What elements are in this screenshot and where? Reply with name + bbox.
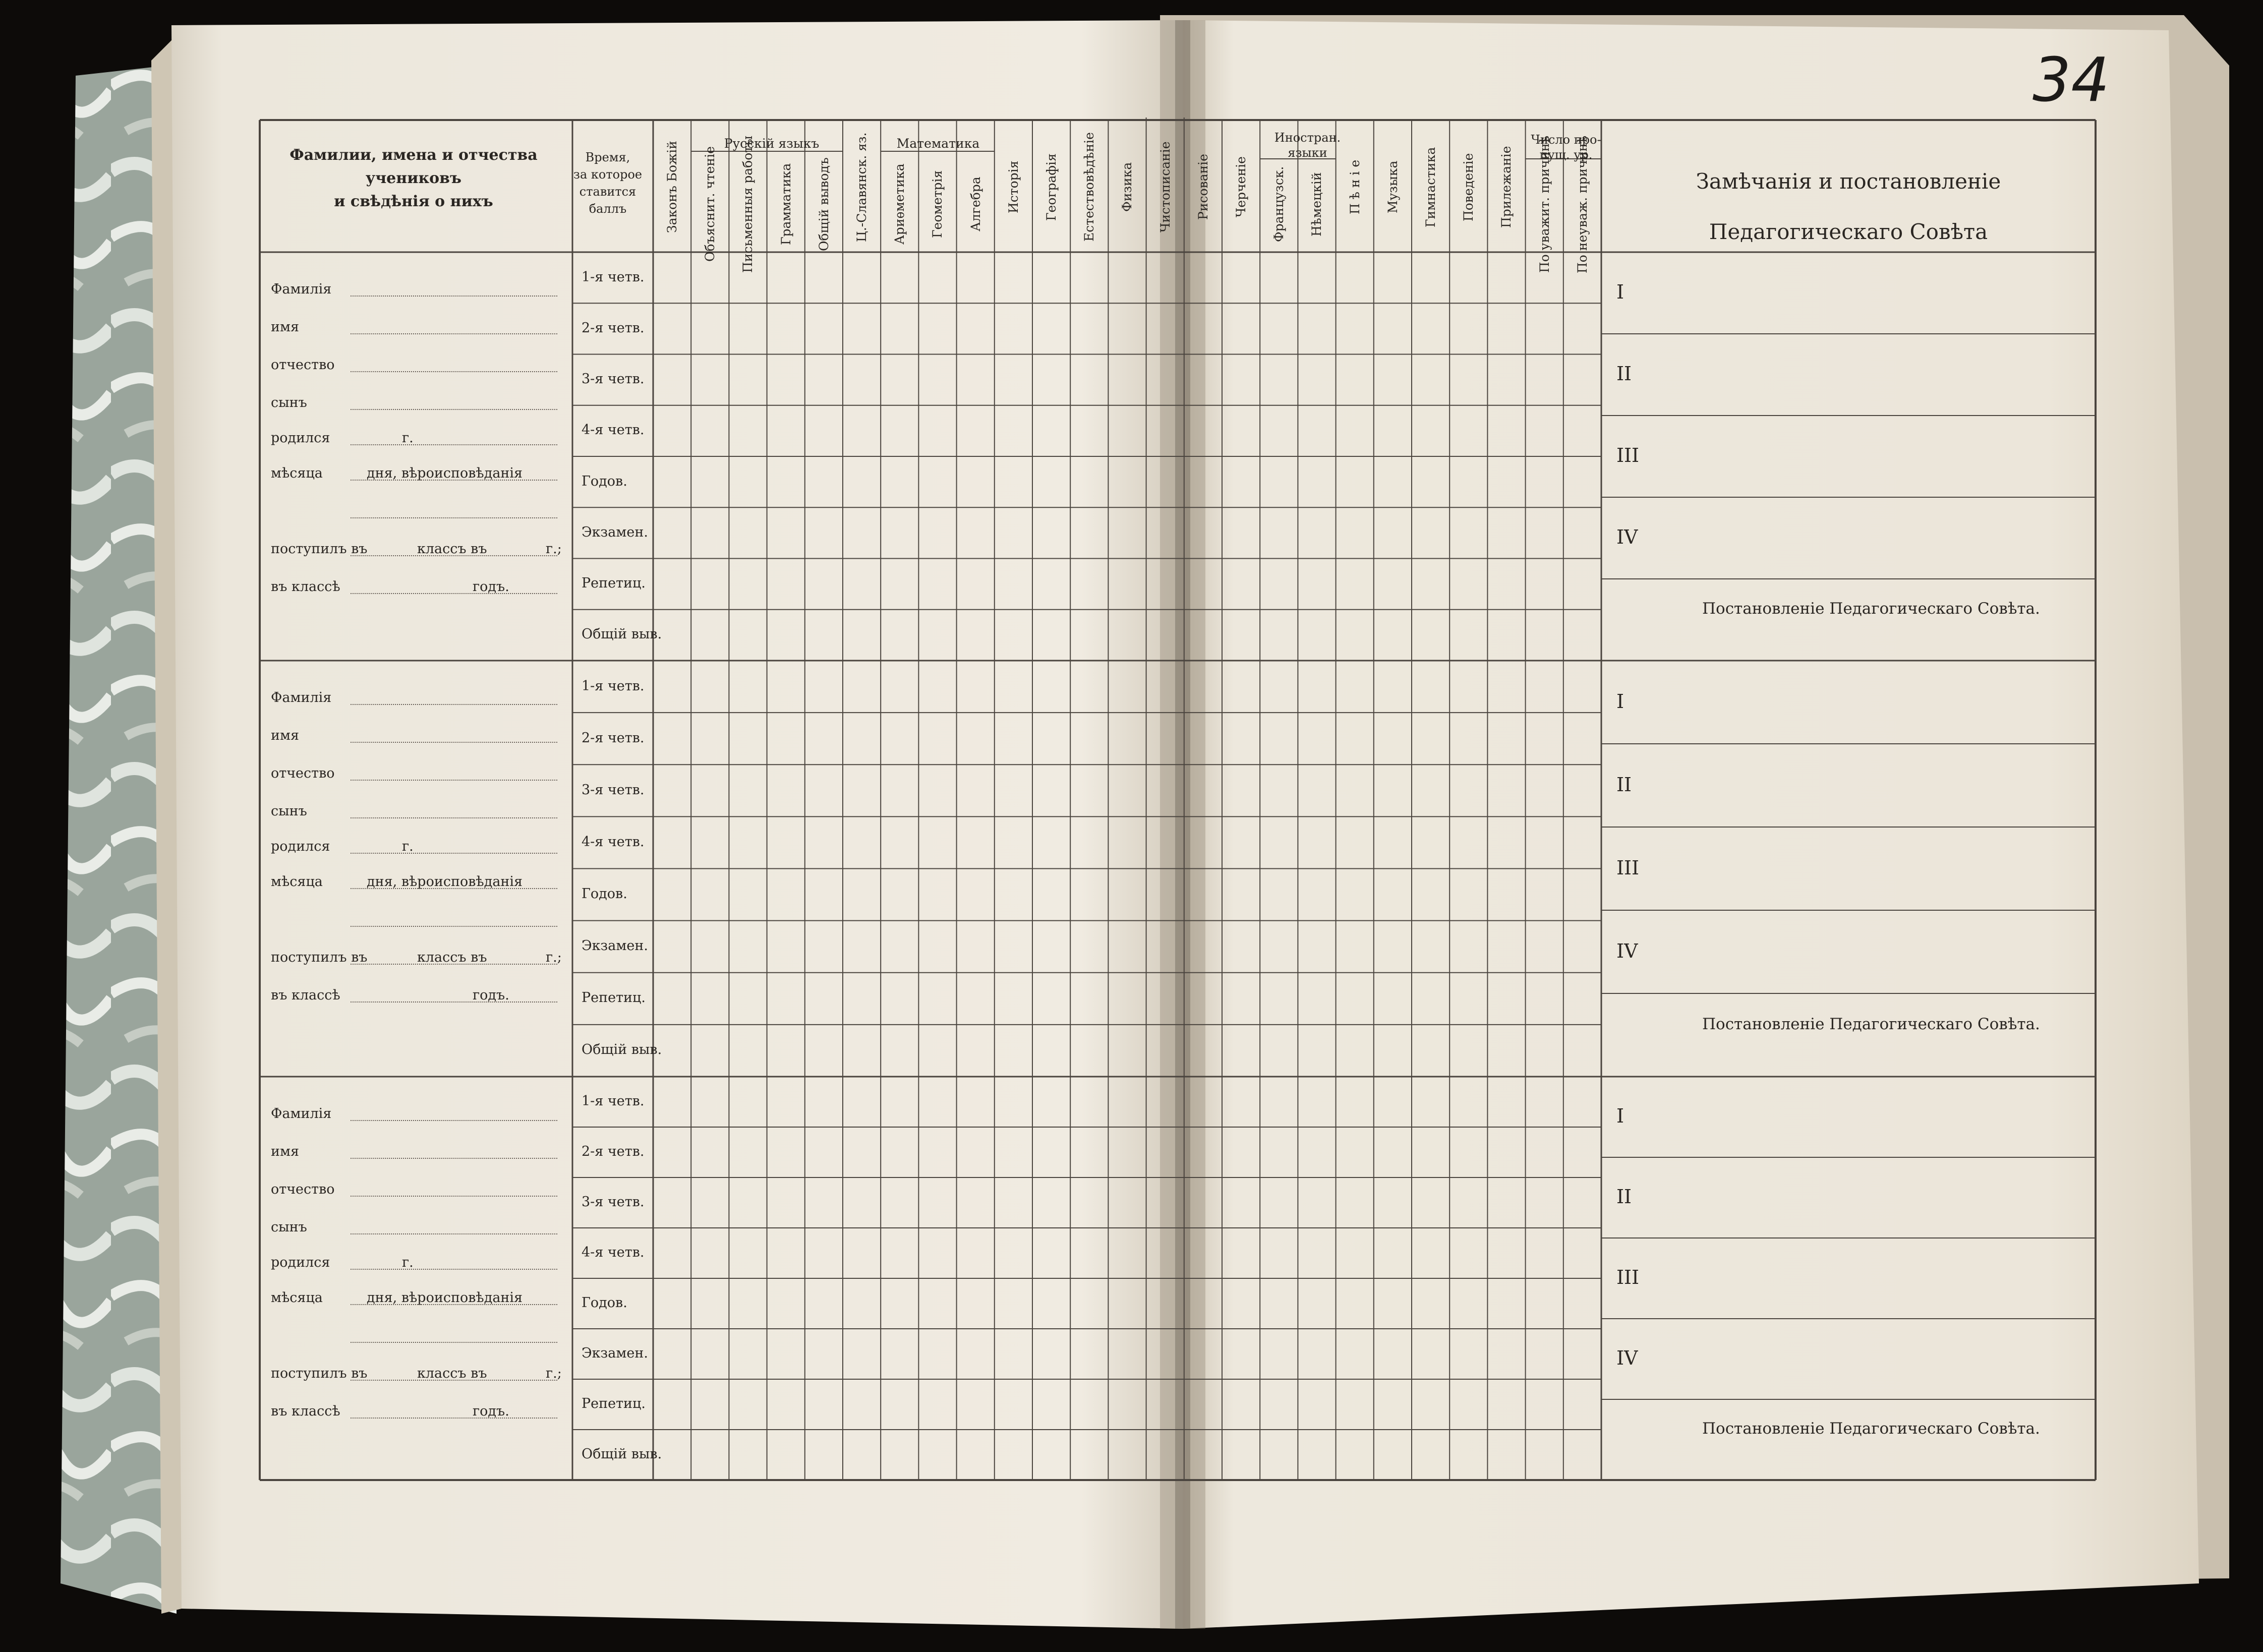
- quarter-numeral: I: [1616, 281, 1624, 303]
- student-field-label: годъ.: [473, 987, 509, 1003]
- quarter-numeral: I: [1616, 690, 1624, 713]
- student-field-label: имя: [271, 319, 300, 335]
- period-label: 1-я четв.: [582, 1093, 645, 1109]
- quarter-numeral: IV: [1616, 939, 1638, 962]
- student-field-label: г.;: [546, 1366, 562, 1381]
- fill-in-line[interactable]: [351, 1233, 557, 1234]
- student-field-label: имя: [271, 1144, 300, 1159]
- fill-in-line[interactable]: [351, 517, 557, 518]
- period-label: 2-я четв.: [582, 320, 645, 336]
- fill-in-line[interactable]: [351, 888, 557, 889]
- council-resolution-label: Постановленіе Педагогическаго Совѣта.: [1702, 600, 2040, 618]
- period-label: Экзамен.: [582, 938, 648, 954]
- period-label: Репетиц.: [582, 990, 646, 1006]
- period-label: 1-я четв.: [582, 269, 645, 285]
- period-label: Общій выв.: [582, 1042, 662, 1058]
- period-label: 3-я четв.: [582, 1194, 645, 1210]
- period-label: Репетиц.: [582, 575, 646, 592]
- student-field-label: родился: [271, 839, 330, 854]
- subject-header: Общій выводъ: [816, 157, 831, 251]
- quarter-numeral: III: [1616, 444, 1640, 466]
- period-label: Годов.: [582, 1295, 627, 1311]
- student-field-label: отчество: [271, 765, 335, 781]
- council-resolution-label: Постановленіе Педагогическаго Совѣта.: [1702, 1420, 2040, 1438]
- student-field-label: г.: [402, 430, 414, 446]
- council-resolution-label: Постановленіе Педагогическаго Совѣта.: [1702, 1015, 2040, 1033]
- student-field-label: г.: [402, 839, 414, 854]
- fill-in-line[interactable]: [351, 296, 557, 297]
- student-field-label: классъ въ: [417, 1366, 487, 1381]
- handwritten-page-number: 34: [2033, 45, 2110, 115]
- student-field-label: отчество: [271, 357, 335, 373]
- student-field-label: мѣсяца: [271, 1290, 323, 1306]
- fill-in-line[interactable]: [351, 964, 557, 965]
- subject-header: Законъ Божій: [665, 141, 680, 233]
- subject-header: Ц.-Славянск. яз.: [854, 132, 869, 242]
- student-field-label: родился: [271, 430, 330, 446]
- quarter-numeral: II: [1616, 773, 1632, 796]
- student-field-label: сынъ: [271, 803, 307, 819]
- name-column-header: Фамилии, имена и отчества учениковъ и свѣдѣнія о нихъ: [289, 146, 538, 210]
- fill-in-line[interactable]: [351, 555, 557, 556]
- time-column-header: Время, за которое ставится баллъ: [573, 150, 643, 216]
- subject-header: Письменныя работы: [740, 136, 756, 273]
- period-label: Годов.: [582, 473, 627, 489]
- student-field-label: дня, вѣроисповѣданія: [367, 1290, 523, 1306]
- fill-in-line[interactable]: [351, 409, 557, 410]
- fill-in-line[interactable]: [351, 444, 557, 445]
- subject-header: Французск.: [1271, 166, 1287, 243]
- fill-in-line[interactable]: [351, 926, 557, 927]
- subject-header: Геометрія: [930, 170, 945, 239]
- fill-in-line[interactable]: [351, 1196, 557, 1197]
- student-field-label: мѣсяца: [271, 465, 323, 481]
- student-field-label: въ классѣ: [271, 579, 340, 595]
- period-label: 2-я четв.: [582, 1144, 645, 1159]
- quarter-numeral: I: [1616, 1105, 1624, 1127]
- subject-header: Рисованіе: [1195, 154, 1210, 220]
- fill-in-line[interactable]: [351, 853, 557, 854]
- subject-header: Физика: [1120, 162, 1135, 212]
- fill-in-line[interactable]: [351, 704, 557, 705]
- period-label: Репетиц.: [582, 1396, 646, 1411]
- subject-header: По неуваж. причинѣ: [1575, 135, 1590, 273]
- subject-header: Чистописаніе: [1157, 141, 1173, 233]
- student-field-label: дня, вѣроисповѣданія: [367, 874, 523, 890]
- quarter-numeral: III: [1616, 1266, 1640, 1288]
- fill-in-line[interactable]: [351, 1120, 557, 1121]
- right-page: [1183, 20, 2199, 1629]
- student-field-label: отчество: [271, 1182, 335, 1197]
- fill-in-line[interactable]: [351, 742, 557, 743]
- period-label: 4-я четв.: [582, 1245, 645, 1260]
- quarter-numeral: II: [1616, 363, 1632, 385]
- subject-header: Черченіе: [1234, 156, 1249, 218]
- student-field-label: сынъ: [271, 1219, 307, 1235]
- student-field-label: въ классѣ: [271, 1403, 340, 1419]
- student-field-label: родился: [271, 1255, 330, 1270]
- math-group-header: Математика: [896, 136, 980, 151]
- period-label: Годов.: [582, 886, 627, 902]
- student-field-label: мѣсяца: [271, 874, 323, 890]
- subject-header: Естествовѣдѣніе: [1082, 132, 1097, 242]
- student-field-label: годъ.: [473, 579, 509, 595]
- period-label: Общій выв.: [582, 626, 662, 642]
- student-field-label: г.: [402, 1255, 414, 1270]
- fill-in-line[interactable]: [351, 1001, 557, 1002]
- fill-in-line[interactable]: [351, 1418, 557, 1419]
- subject-header: П ѣ н і е: [1347, 159, 1362, 215]
- quarter-numeral: III: [1616, 856, 1640, 879]
- student-field-label: г.;: [546, 950, 562, 965]
- absences-group-header: Число про- пущ. ур.: [1531, 133, 1601, 162]
- student-field-label: поступилъ въ: [271, 1366, 368, 1381]
- remarks-header: Замѣчанія и постановленіе Педагогическаго Совѣта: [1696, 169, 2001, 244]
- subject-header: Географія: [1044, 153, 1059, 221]
- student-field-label: сынъ: [271, 395, 307, 410]
- subject-header: Гимнастика: [1423, 147, 1438, 227]
- period-label: Экзамен.: [582, 1345, 648, 1361]
- subject-header: Ариѳметика: [892, 163, 907, 245]
- period-label: 4-я четв.: [582, 834, 645, 850]
- period-label: 2-я четв.: [582, 730, 645, 746]
- russian-group-header: Русскій языкъ: [724, 136, 820, 151]
- fill-in-line[interactable]: [351, 371, 557, 372]
- period-label: Экзамен.: [582, 524, 648, 540]
- subject-header: Нѣмецкій: [1309, 172, 1324, 237]
- period-label: 4-я четв.: [582, 422, 645, 438]
- fill-in-line[interactable]: [351, 1304, 557, 1305]
- subject-header: Прилежаніе: [1499, 146, 1514, 228]
- quarter-numeral: IV: [1616, 1347, 1638, 1369]
- fill-in-line[interactable]: [351, 1269, 557, 1270]
- student-field-label: въ классѣ: [271, 987, 340, 1003]
- fill-in-line[interactable]: [351, 1342, 557, 1343]
- fill-in-line[interactable]: [351, 817, 557, 818]
- quarter-numeral: II: [1616, 1186, 1632, 1208]
- period-label: 3-я четв.: [582, 371, 645, 387]
- student-field-label: г.;: [546, 541, 562, 557]
- quarter-numeral: IV: [1616, 526, 1638, 548]
- student-field-label: годъ.: [473, 1403, 509, 1419]
- foreign-group-header: Иностран. языки: [1274, 131, 1341, 160]
- subject-header: По уважит. причинѣ: [1537, 135, 1552, 273]
- student-field-label: поступилъ въ: [271, 950, 368, 965]
- student-field-label: Фамилія: [271, 281, 332, 297]
- period-label: Общій выв.: [582, 1446, 662, 1462]
- subject-header: Объяснит. чтеніе: [703, 146, 718, 262]
- fill-in-line[interactable]: [351, 1158, 557, 1159]
- subject-header: Исторія: [1006, 160, 1021, 214]
- student-field-label: классъ въ: [417, 950, 487, 965]
- period-label: 3-я четв.: [582, 782, 645, 798]
- subject-header: Музыка: [1385, 160, 1400, 214]
- fill-in-line[interactable]: [351, 1380, 557, 1381]
- subject-header: Алгебра: [968, 176, 983, 232]
- fill-in-line[interactable]: [351, 333, 557, 334]
- subject-header: Грамматика: [778, 163, 793, 246]
- fill-in-line[interactable]: [351, 780, 557, 781]
- student-field-label: поступилъ въ: [271, 541, 368, 557]
- student-field-label: классъ въ: [417, 541, 487, 557]
- period-label: 1-я четв.: [582, 678, 645, 694]
- student-field-label: Фамилія: [271, 1106, 332, 1122]
- student-field-label: Фамилія: [271, 690, 332, 705]
- student-field-label: имя: [271, 728, 300, 743]
- left-page: [171, 20, 1183, 1629]
- fill-in-line[interactable]: [351, 593, 557, 594]
- fill-in-line[interactable]: [351, 480, 557, 481]
- subject-header: Поведеніе: [1461, 153, 1476, 221]
- student-field-label: дня, вѣроисповѣданія: [367, 465, 523, 481]
